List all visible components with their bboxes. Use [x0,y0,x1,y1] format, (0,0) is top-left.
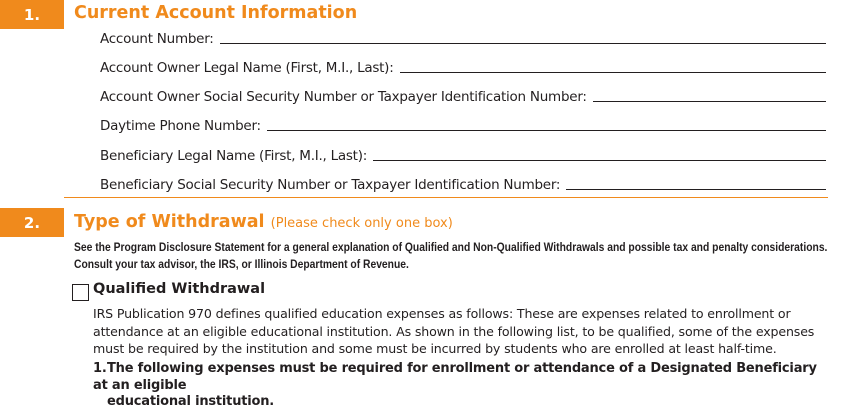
section-hint: (Please check only one box) [270,216,453,231]
field-input-line[interactable] [400,72,826,73]
field-input-line[interactable] [593,101,826,102]
qualified-withdrawal-description: IRS Publication 970 defines qualified education expenses as follows: These are expenses related to enrollment or attendance at an eligible educational institution. As shown in the following list, to be qualified, some of the expenses must be required by the institution and some must be incurred by students who are enrolled at least half-time. [93,306,815,356]
list-item-number: 1. [93,361,107,376]
field-label: Beneficiary Social Security Number or Taxpayer Identification Number: [100,177,561,193]
field-input-line[interactable] [267,130,826,131]
field-label: Account Owner Social Security Number or Taxpayer Identification Number: [100,89,587,105]
section-divider [64,197,828,198]
list-item-text: The following expenses must be required for enrollment or attendance of a Designated Beneficiary at an eligible [93,361,817,393]
beneficiary-ssn-field[interactable] [100,175,826,193]
section-number-badge [0,208,64,237]
field-input-line[interactable] [220,43,826,44]
daytime-phone-field[interactable] [100,116,826,134]
section-number: 2. [23,213,41,232]
section-title [74,212,453,232]
section-number-badge [0,0,64,29]
beneficiary-name-field[interactable] [100,146,826,164]
qualified-withdrawal-checkbox[interactable] [72,284,89,301]
field-label: Account Owner Legal Name (First, M.I., Last): [100,60,394,76]
disclosure-notice: See the Program Disclosure Statement for a general explanation of Qualified and Non-Qualified Withdrawals and possible tax and penalty considerations. Consult your tax advisor, the IRS, or Illinois Department of Revenue. [74,240,828,271]
field-label: Beneficiary Legal Name (First, M.I., Last): [100,148,368,164]
account-number-field[interactable] [100,29,826,47]
field-label: Account Number: [100,31,214,47]
field-input-line[interactable] [373,160,826,161]
list-item [93,361,833,411]
list-item-text-continued: educational institution. [107,394,275,409]
section-number: 1. [23,5,41,24]
field-input-line[interactable] [566,189,826,190]
section-title: Current Account Information [74,3,358,23]
account-owner-ssn-field[interactable] [100,87,826,105]
account-owner-name-field[interactable] [100,58,826,76]
section-title-text: Type of Withdrawal [74,212,265,232]
field-label: Daytime Phone Number: [100,118,261,134]
qualified-withdrawal-label: Qualified Withdrawal [93,281,266,297]
